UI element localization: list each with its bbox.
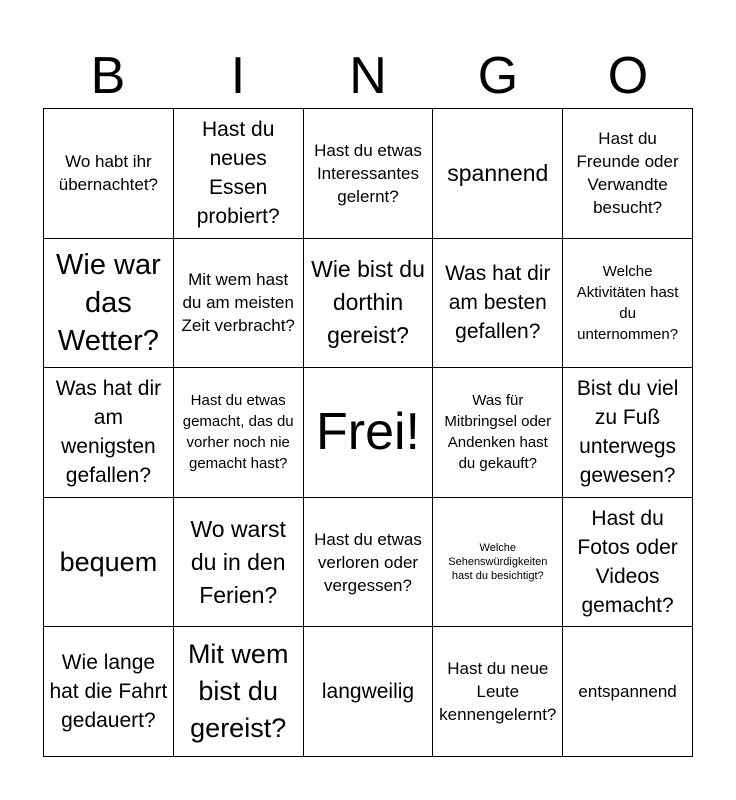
bingo-cell[interactable] [174, 627, 304, 757]
cell-text: Was hat dir am besten gefallen? [445, 262, 551, 344]
bingo-cell[interactable] [174, 239, 304, 369]
bingo-cell[interactable] [433, 109, 563, 239]
cell-text: Hast du etwas verloren oder vergessen? [314, 529, 422, 595]
cell-text: Hast du neue Leute kennengelernt? [439, 659, 557, 725]
cell-text: langweilig [321, 680, 415, 704]
cell-text: entspannend [578, 682, 677, 702]
bingo-board [43, 108, 693, 757]
bingo-cell[interactable] [563, 498, 693, 628]
header-letter-o: O [607, 47, 649, 105]
bingo-cell[interactable] [174, 498, 304, 628]
bingo-cell[interactable] [433, 239, 563, 369]
bingo-cell[interactable] [44, 627, 174, 757]
bingo-cell[interactable] [44, 239, 174, 369]
cell-text: Wie war das Wetter? [56, 248, 161, 357]
bingo-cell[interactable] [174, 368, 304, 498]
bingo-cell[interactable] [563, 627, 693, 757]
cell-text: Welche Sehenswürdigkeiten hast du besichtigt? [448, 542, 548, 583]
free-label: Frei! [315, 403, 420, 462]
cell-text: spannend [447, 159, 549, 186]
cell-text: Hast du Freunde oder Verwandte besucht? [576, 129, 679, 218]
bingo-cell[interactable] [563, 109, 693, 239]
header-letter-i: I [230, 47, 246, 105]
cell-text: Was hat dir am wenigsten gefallen? [55, 377, 162, 488]
bingo-cell[interactable] [304, 239, 434, 369]
cell-text: Was für Mitbringsel oder Andenken hast du gekauft? [444, 392, 552, 473]
bingo-cell[interactable] [304, 627, 434, 757]
free-cell[interactable] [304, 368, 434, 498]
cell-text: Hast du etwas Interessantes gelernt? [314, 140, 422, 206]
cell-text: bequem [59, 546, 158, 577]
bingo-cell[interactable] [563, 368, 693, 498]
cell-text: Welche Aktivitäten hast du unternommen? [576, 262, 679, 343]
header-letter-b: B [90, 47, 126, 105]
bingo-cell[interactable] [174, 109, 304, 239]
cell-text: Wo warst du in den Ferien? [190, 515, 286, 608]
bingo-header [43, 44, 693, 108]
bingo-cell[interactable] [433, 498, 563, 628]
cell-text: Wo habt ihr übernachtet? [58, 152, 159, 195]
cell-text: Mit wem hast du am meisten Zeit verbracht? [181, 270, 295, 336]
cell-text: Wie lange hat die Fahrt gedauert? [49, 651, 168, 733]
cell-text: Hast du Fotos oder Videos gemacht? [577, 507, 678, 618]
header-letter-g: G [477, 47, 519, 105]
cell-text: Wie bist du dorthin gereist? [311, 256, 425, 349]
bingo-cell[interactable] [433, 368, 563, 498]
cell-text: Bist du viel zu Fuß unterwegs gewesen? [576, 377, 679, 488]
cell-text: Hast du etwas gemacht, das du vorher noch nie gemacht hast? [182, 392, 294, 473]
bingo-cell[interactable] [44, 368, 174, 498]
header-letter-n: N [349, 47, 387, 105]
bingo-cell[interactable] [44, 109, 174, 239]
cell-text: Mit wem bist du gereist? [187, 639, 289, 744]
bingo-cell[interactable] [304, 498, 434, 628]
bingo-cell[interactable] [304, 109, 434, 239]
bingo-cell[interactable] [44, 498, 174, 628]
bingo-cell[interactable] [563, 239, 693, 369]
bingo-cell[interactable] [433, 627, 563, 757]
cell-text: Hast du neues Essen probiert? [196, 118, 280, 229]
